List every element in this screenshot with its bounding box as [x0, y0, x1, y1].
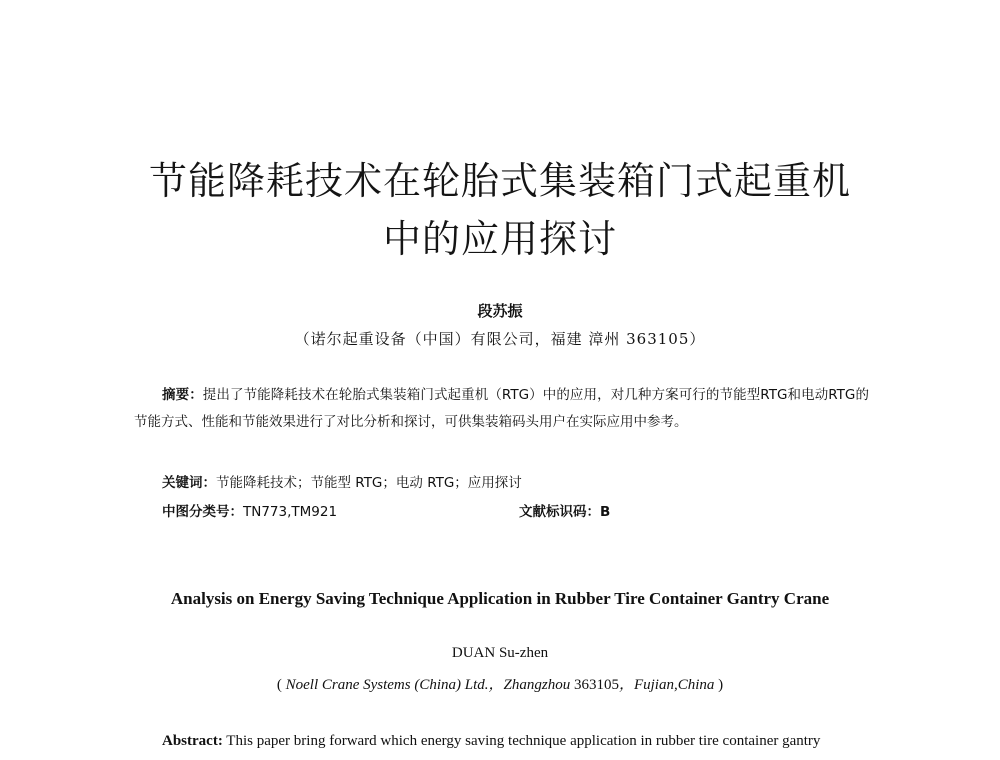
keywords-cn	[162, 471, 522, 491]
classification-label: 中图分类号：	[162, 504, 243, 520]
affiliation-en-place: ，Fujian,China	[618, 677, 715, 693]
affiliation-en-postcode: 363105	[573, 677, 619, 693]
document-id-text: B	[600, 504, 611, 520]
classification-text: TN773,TM921	[243, 504, 338, 520]
document-id-label: 文献标识码：	[519, 504, 600, 520]
abstract-cn-label: 摘要：	[162, 387, 203, 403]
abstract-en-text: This paper bring forward which energy saving technique application in rubber tire container gantry	[222, 733, 821, 749]
paper-title-line-1: 节能降耗技术在轮胎式集装箱门式起重机	[148, 159, 851, 203]
affiliation-en	[0, 673, 1000, 694]
paper-title-en: Analysis on Energy Saving Technique Application in Rubber Tire Container Gantry Crane	[170, 589, 830, 608]
abstract-cn-text: 提出了节能降耗技术在轮胎式集装箱门式起重机（RTG）中的应用，对几种方案可行的节能型RTG和电动RTG的节能方式、性能和节能效果进行了对比分析和探讨，可供集装箱码头用户在实际应用中参考。	[134, 387, 869, 430]
author-name-en: DUAN Su-zhen	[451, 645, 549, 661]
affiliation-en-org: Noell Crane Systems (China) Ltd.，Zhangzhou	[285, 677, 571, 693]
abstract-en	[162, 733, 882, 750]
abstract-en-label: Abstract:	[162, 733, 223, 749]
keywords-label: 关键词：	[162, 475, 216, 491]
abstract-cn	[134, 382, 869, 436]
author-name-cn: 段苏振	[477, 302, 523, 320]
keywords-text: 节能降耗技术；节能型 RTG；电动 RTG；应用探讨	[216, 475, 522, 491]
paper-title-line-2: 中的应用探讨	[382, 217, 617, 261]
document-id	[519, 500, 610, 520]
classification-number	[162, 500, 337, 520]
affiliation-en-open: (	[276, 677, 286, 693]
affiliation-cn: （诺尔起重设备（中国）有限公司，福建 漳州 363105）	[294, 330, 706, 348]
affiliation-en-close: )	[714, 677, 724, 693]
